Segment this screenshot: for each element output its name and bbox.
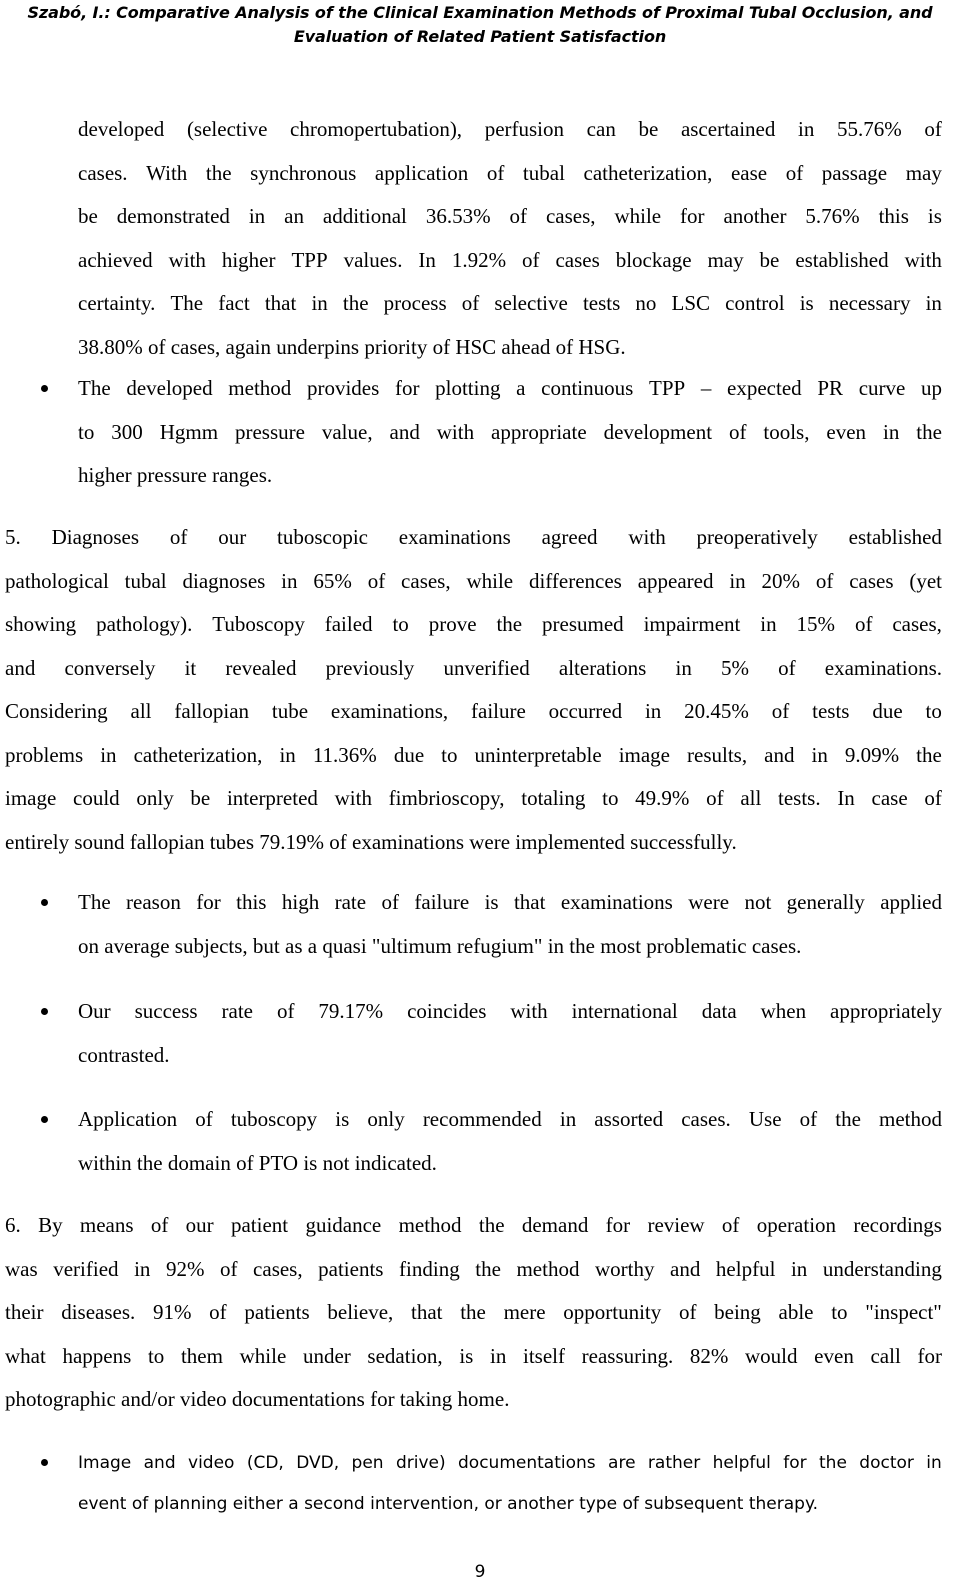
text-line: Considering all fallopian tube examinations, failure occurred in 20.45% of tests due to bbox=[5, 699, 942, 723]
text-line: was verified in 92% of cases, patients finding the method worthy and helpful in understanding bbox=[5, 1256, 942, 1281]
text-line: entirely sound fallopian tubes 79.19% of examinations were implemented successfully. bbox=[5, 829, 737, 854]
text-line: and conversely it revealed previously unverified alterations in 5% of examinations. bbox=[5, 655, 942, 680]
section-5-paragraph bbox=[5, 516, 942, 864]
text-line: The developed method provides for plotting a continuous TPP – expected PR curve up bbox=[78, 376, 942, 400]
text-line: 5. Diagnoses of our tuboscopic examinations agreed with preoperatively established bbox=[5, 525, 942, 549]
header-line-2: Evaluation of Related Patient Satisfaction bbox=[293, 27, 667, 46]
text-line: contrasted. bbox=[78, 1042, 170, 1067]
text-line: on average subjects, but as a quasi "ultimum refugium" in the most problematic cases. bbox=[78, 933, 802, 958]
text-line: higher pressure ranges. bbox=[78, 463, 273, 487]
text-line: certainty. The fact that in the process of selective tests no LSC control is necessary in bbox=[78, 291, 942, 315]
bullet-application-item bbox=[78, 1098, 942, 1185]
text-line: what happens to them while under sedation, is in itself reassuring. 82% would even call for bbox=[5, 1343, 942, 1368]
text-line: pathological tubal diagnoses in 65% of cases, while differences appeared in 20% of cases (yet bbox=[5, 568, 942, 593]
intro-paragraph bbox=[78, 108, 942, 369]
page-number: 9 bbox=[474, 1562, 486, 1582]
running-header bbox=[0, 1, 960, 49]
text-line: achieved with higher TPP values. In 1.92% of cases blockage may be established with bbox=[78, 247, 942, 272]
text-line: Our success rate of 79.17% coincides with international data when appropriately bbox=[78, 999, 942, 1023]
text-line: 38.80% of cases, again underpins priority of HSC ahead of HSG. bbox=[78, 334, 626, 359]
bullet-media-item bbox=[78, 1443, 942, 1525]
bullet-reason-item bbox=[78, 881, 942, 968]
text-line: event of planning either a second intervention, or another type of subsequent therapy. bbox=[78, 1494, 818, 1514]
text-line: 6. By means of our patient guidance method the demand for review of operation recordings bbox=[5, 1213, 942, 1237]
header-line-1: Szabó, I.: Comparative Analysis of the Clinical Examination Methods of Proximal Tubal Occlusion, and bbox=[27, 3, 933, 22]
bullet-point-icon bbox=[41, 1008, 48, 1015]
text-line: cases. With the synchronous application of tubal catheterization, ease of passage may bbox=[78, 160, 942, 185]
text-line: be demonstrated in an additional 36.53% of cases, while for another 5.76% this is bbox=[78, 204, 942, 228]
text-line: The reason for this high rate of failure is that examinations were not generally applied bbox=[78, 890, 942, 914]
text-line: image could only be interpreted with fimbrioscopy, totaling to 49.9% of all tests. In case of bbox=[5, 786, 942, 810]
text-line: Image and video (CD, DVD, pen drive) documentations are rather helpful for the doctor in bbox=[78, 1453, 942, 1473]
bullet-point-icon bbox=[41, 1459, 48, 1466]
text-line: photographic and/or video documentations for taking home. bbox=[5, 1387, 510, 1411]
text-line: to 300 Hgmm pressure value, and with appropriate development of tools, even in the bbox=[78, 419, 942, 444]
text-line: problems in catheterization, in 11.36% due to uninterpretable image results, and in 9.09% the bbox=[5, 742, 942, 767]
bullet-point-icon bbox=[41, 899, 48, 906]
text-line: showing pathology). Tuboscopy failed to prove the presumed impairment in 15% of cases, bbox=[5, 612, 942, 636]
text-line: developed (selective chromopertubation), perfusion can be ascertained in 55.76% of bbox=[78, 117, 942, 141]
bullet-success-item bbox=[78, 990, 942, 1077]
bullet-point-icon bbox=[41, 1116, 48, 1123]
bullet-tpp-item bbox=[78, 367, 942, 498]
text-line: their diseases. 91% of patients believe, that the mere opportunity of being able to "inspect" bbox=[5, 1300, 942, 1324]
bullet-point-icon bbox=[41, 385, 48, 392]
text-line: Application of tuboscopy is only recommended in assorted cases. Use of the method bbox=[78, 1107, 942, 1131]
section-6-paragraph bbox=[5, 1204, 942, 1422]
text-line: within the domain of PTO is not indicated. bbox=[78, 1150, 437, 1175]
